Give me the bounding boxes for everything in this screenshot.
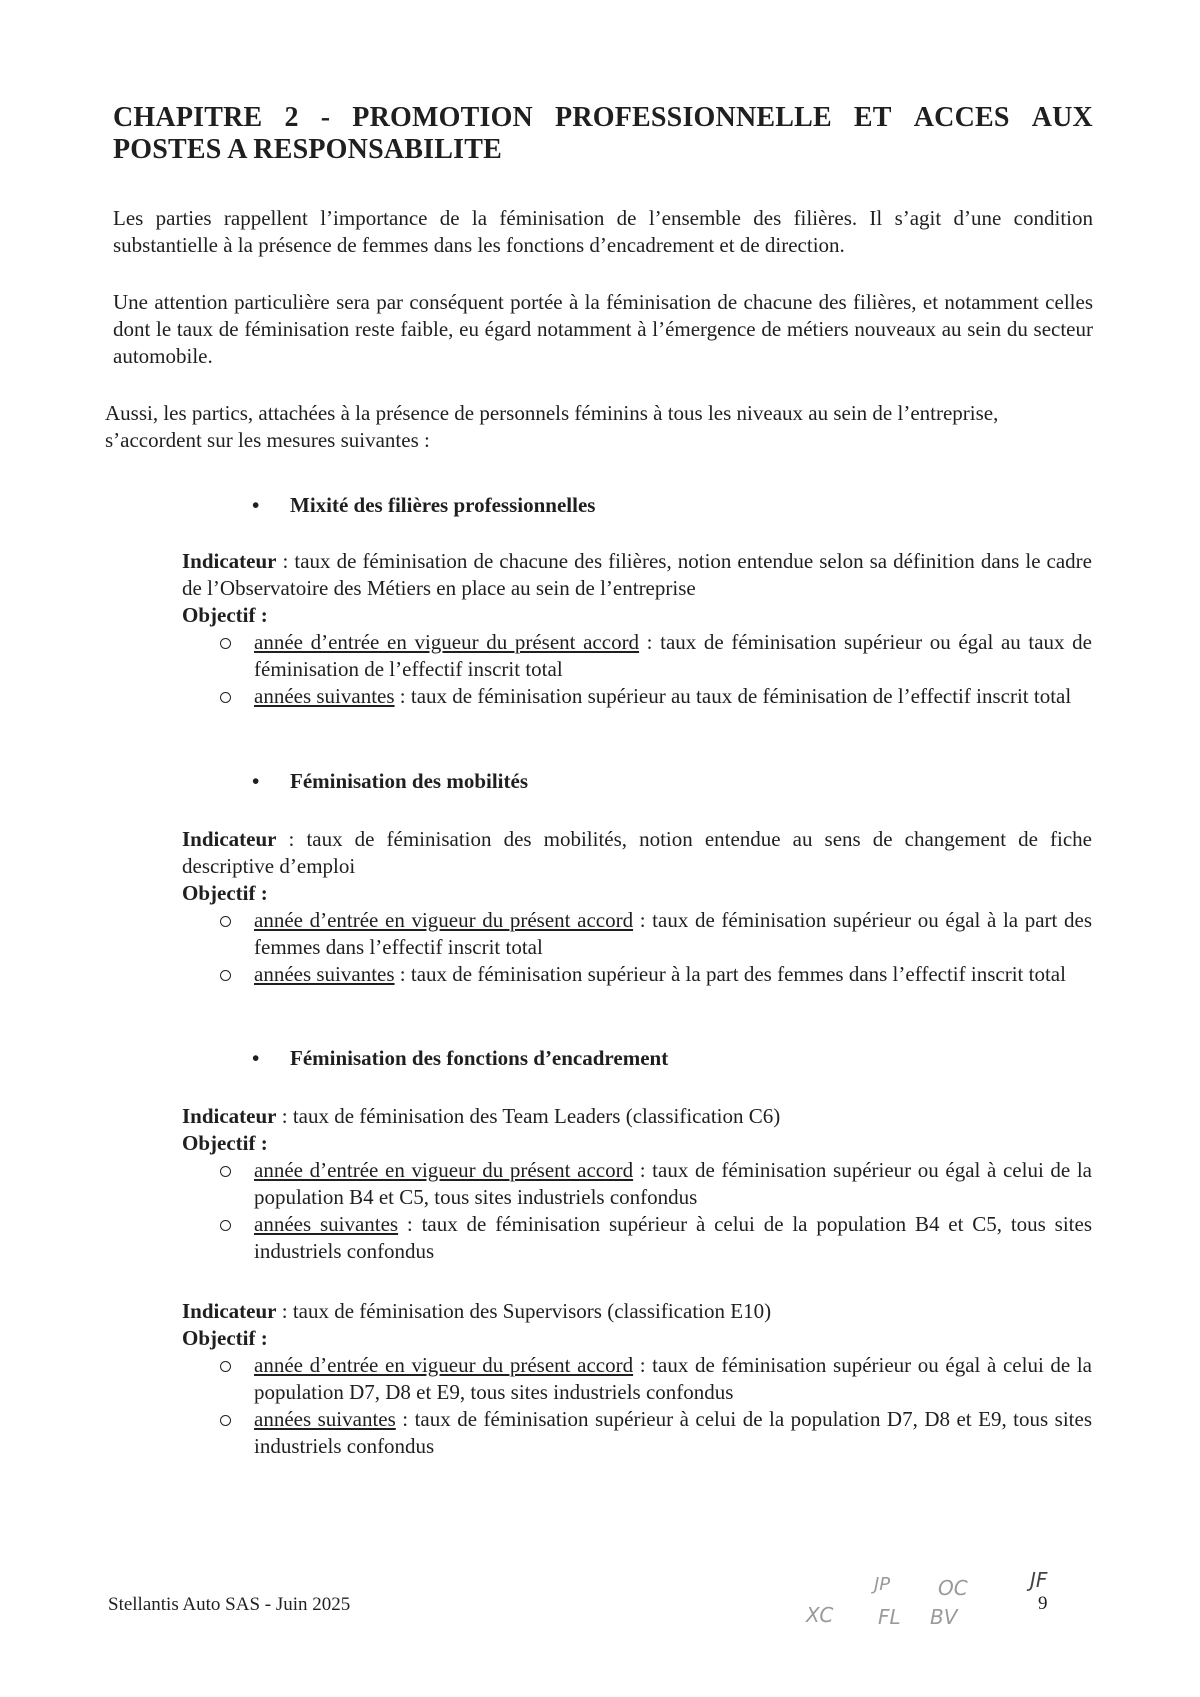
section-heading-mixite <box>252 492 595 519</box>
objective-text: Objectif <box>182 1131 256 1155</box>
circle-bullet-icon <box>220 1166 231 1177</box>
title-word: PROMOTION <box>352 102 533 133</box>
indicator-line <box>182 548 1092 602</box>
intro-paragraph-3: Aussi, les partics, attachées à la présence de personnels féminins à tous les niveaux au sein de l’entreprise, s’accordent sur les mesures suivantes : <box>105 401 999 452</box>
section-heading-mobilites <box>252 768 528 795</box>
list-item <box>182 1157 1092 1211</box>
indicator-text: : taux de féminisation de chacune des filières, notion entendue selon sa définition dans le cadre de l’Observatoire des Métiers en place au sein de l’entreprise <box>182 549 1092 600</box>
bullet: • <box>252 769 260 793</box>
objective-list <box>182 1352 1092 1460</box>
underlined-term: année d’entrée en vigueur du présent accord <box>254 908 634 932</box>
list-item <box>182 961 1092 988</box>
initial-mark: JP <box>874 1574 891 1595</box>
section-heading-text: Féminisation des mobilités <box>290 769 529 793</box>
objective-label <box>182 880 1092 907</box>
objective-suffix: : <box>255 881 268 905</box>
bullet: • <box>252 493 260 517</box>
underlined-term: année d’entrée en vigueur du présent accord <box>254 1158 634 1182</box>
title-word: PROFESSIONNELLE <box>555 102 832 133</box>
title-word: ACCES <box>913 102 1010 133</box>
indicator-block <box>182 1103 1092 1265</box>
list-item <box>182 629 1092 683</box>
item-text: : taux de féminisation supérieur ou égal à celui de la population D7, D8 et E9, tous sites industriels confondus <box>254 1353 1093 1404</box>
list-item <box>182 683 1092 710</box>
title-word: AUX <box>1031 102 1093 133</box>
chapter-title-line2: POSTES A RESPONSABILITE <box>113 134 502 165</box>
indicator-block <box>182 826 1092 988</box>
objective-text: Objectif <box>182 881 256 905</box>
indicator-text: : taux de féminisation des Team Leaders (classification C6) <box>276 1104 781 1128</box>
indicator-label: Indicateur <box>182 549 277 573</box>
underlined-term: années suivantes <box>254 684 395 708</box>
title-word: CHAPITRE <box>113 102 263 133</box>
indicator-label: Indicateur <box>182 1299 277 1323</box>
intro-paragraph-1: Les parties rappellent l’importance de la féminisation de l’ensemble des filières. Il s’agit d’une condition substantielle à la présence de femmes dans les fonctions d’encadrement et de direction. <box>113 206 1093 257</box>
title-word: - <box>320 102 331 133</box>
indicator-text: : taux de féminisation des mobilités, notion entendue au sens de changement de fiche descriptive d’emploi <box>182 827 1092 878</box>
objective-suffix: : <box>255 1326 268 1350</box>
section-heading-text: Féminisation des fonctions d’encadrement <box>290 1046 669 1070</box>
initial-mark: BV <box>930 1605 958 1629</box>
list-item <box>182 1406 1092 1460</box>
circle-bullet-icon <box>220 1220 231 1231</box>
objective-label <box>182 1325 1092 1352</box>
indicator-text: : taux de féminisation des Supervisors (classification E10) <box>276 1299 772 1323</box>
initial-mark: FL <box>878 1605 901 1629</box>
title-word: 2 <box>284 102 299 133</box>
item-text: : taux de féminisation supérieur à celui de la population D7, D8 et E9, tous sites industriels confondus <box>254 1407 1092 1458</box>
objective-list <box>182 907 1092 988</box>
circle-bullet-icon <box>220 970 231 981</box>
item-text: : taux de féminisation supérieur ou égal à la part des femmes dans l’effectif inscrit total <box>254 908 1092 959</box>
circle-bullet-icon <box>220 1415 231 1426</box>
section-heading-encadrement <box>252 1045 668 1072</box>
objective-text: Objectif <box>182 1326 256 1350</box>
objective-list <box>182 1157 1092 1265</box>
underlined-term: années suivantes <box>254 1212 399 1236</box>
circle-bullet-icon <box>220 638 231 649</box>
chapter-title <box>113 102 1093 166</box>
title-word: ET <box>853 102 892 133</box>
underlined-term: année d’entrée en vigueur du présent accord <box>254 1353 634 1377</box>
circle-bullet-icon <box>220 692 231 703</box>
list-item <box>182 907 1092 961</box>
objective-suffix: : <box>255 603 268 627</box>
item-text: : taux de féminisation supérieur ou égal à celui de la population B4 et C5, tous sites industriels confondus <box>254 1158 1093 1209</box>
underlined-term: années suivantes <box>254 962 395 986</box>
section-heading-text: Mixité des filières professionnelles <box>290 493 596 517</box>
indicator-line <box>182 1298 1092 1325</box>
underlined-term: année d’entrée en vigueur du présent accord <box>254 630 640 654</box>
circle-bullet-icon <box>220 1361 231 1372</box>
initial-mark: JF <box>1030 1568 1048 1592</box>
item-text: : taux de féminisation supérieur ou égal au taux de féminisation de l’effectif inscrit total <box>254 630 1093 681</box>
initial-mark: XC <box>806 1603 834 1627</box>
indicator-label: Indicateur <box>182 1104 277 1128</box>
underlined-term: années suivantes <box>254 1407 396 1431</box>
page-number: 9 <box>1038 1593 1048 1614</box>
item-text: : taux de féminisation supérieur à celui de la population B4 et C5, tous sites industriels confondus <box>254 1212 1092 1263</box>
chapter-title-line1 <box>113 102 1093 134</box>
indicator-label: Indicateur <box>182 827 277 851</box>
objective-text: Objectif <box>182 603 256 627</box>
list-item <box>182 1211 1092 1265</box>
objective-suffix: : <box>255 1131 268 1155</box>
intro-paragraph-2: Une attention particulière sera par conséquent portée à la féminisation de chacune des filières, et notamment celles dont le taux de féminisation reste faible, eu égard notamment à l’émergence de métiers nouveaux au sein du secteur automobile. <box>113 290 1093 368</box>
list-item <box>182 1352 1092 1406</box>
indicator-line <box>182 826 1092 880</box>
item-text: : taux de féminisation supérieur au taux de féminisation de l’effectif inscrit total <box>394 684 1072 708</box>
objective-list <box>182 629 1092 710</box>
circle-bullet-icon <box>220 916 231 927</box>
indicator-block <box>182 1298 1092 1460</box>
footer-company: Stellantis Auto SAS - Juin 2025 <box>108 1594 351 1615</box>
objective-label <box>182 602 1092 629</box>
bullet: • <box>252 1046 260 1070</box>
initial-mark: OC <box>938 1576 968 1600</box>
objective-label <box>182 1130 1092 1157</box>
indicator-block <box>182 548 1092 710</box>
item-text: : taux de féminisation supérieur à la part des femmes dans l’effectif inscrit total <box>394 962 1066 986</box>
indicator-line <box>182 1103 1092 1130</box>
